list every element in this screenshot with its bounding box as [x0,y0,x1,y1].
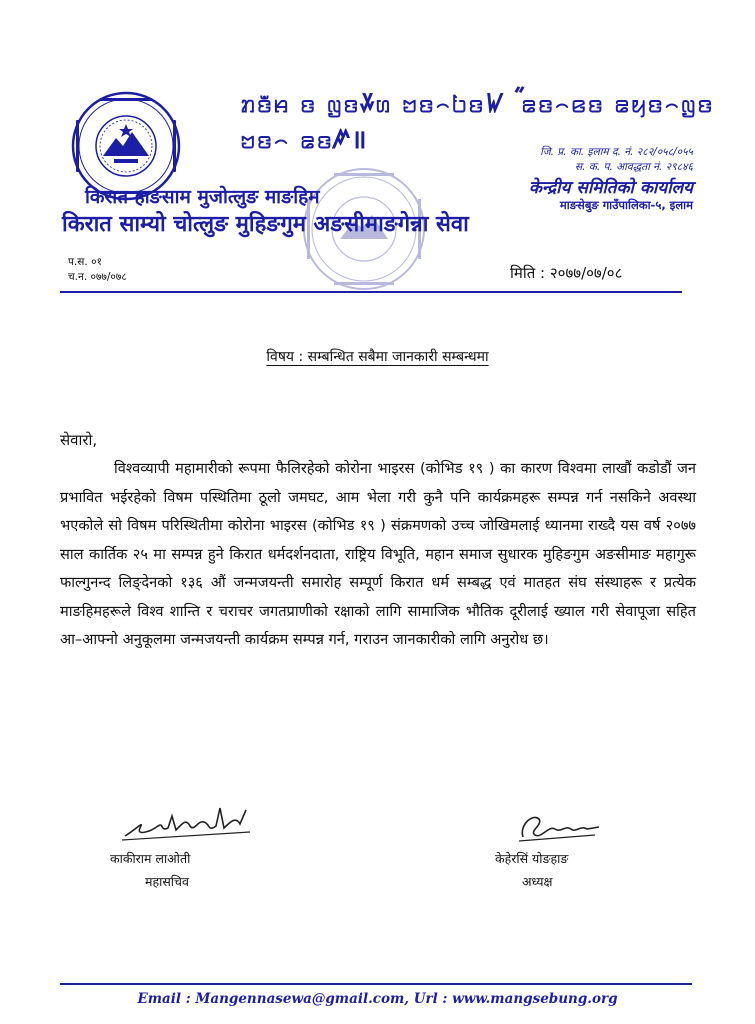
registration-number-1: जि. प्र. का. इलाम द. नं. २८२/०५८/०५५ [540,146,693,158]
reference-cn: च.न. ०७७/०७८ [68,271,127,283]
reference-ps: प.स. ०१ [68,256,102,268]
signature-chairperson [515,805,605,847]
signatory-title: अध्यक्ष [522,874,553,889]
script-title: ꤊꤢꤪꤌ ꤢ ꤜꤢꤸꤛ ꤠꤢ꤮ꤝꤢꤿ ꥐ ꤘꤢ꤮ꤕꤢ ꤘꤟꤢ꤮ꤜꤢ ꤠꤢ꤮ ꤘꤢꤺ॥ [240,89,714,155]
subject-line [0,347,755,366]
signatory-name: काकीराम लाओती [110,851,191,866]
signatory-name: केहेरसिं योङहाङ [495,851,569,866]
organization-name-line1: किरात हाङसाम मुजोत्लुङ माङहिम [85,186,320,208]
letter-body [60,455,696,655]
signatory-title: महासचिव [145,874,189,889]
letter-date: मिति : २०७७/०७/०८ [510,264,623,282]
signature-general-secretary [120,798,260,846]
salutation: सेवारो, [60,431,98,449]
subject-text: विषय : सम्बन्धित सबैमा जानकारी सम्बन्धमा [266,349,489,365]
office-address: माङसेबुङ गाउँपालिका-५, इलाम [559,198,693,212]
header-divider [60,291,682,293]
office-name: केन्द्रीय समितिको कार्यालय [528,178,693,198]
organization-name-line2: किरात साम्यो चोत्लुङ मुहिङगुम अङसीमाङगेन्ना सेवा [62,212,469,237]
footer-divider [60,983,692,985]
footer-contact: Email : Mangennasewa@gmail.com, Url : www.mangsebung.org [137,991,618,1007]
letter-body-text: विश्वव्यापी महामारीको रूपमा फैलिरहेको कोरोना भाइरस (कोभिड १९ ) का कारण विश्वमा लाखौं कडोडौं जन प्रभावित भईरहेको विषम पस्थितिमा ठूलो जमघट, आम भेला गरी कुनै पनि कार्यक्रमहरू सम्पन्न गर्न नसकिने अवस्था भएकोले सो विषम परिस्थितीमा कोरोना भाइरस (कोभिड १९ ) संक्रमणको उच्च जोखिमलाई ध्यानमा राख्दै यस वर्ष २०७७ साल कार्तिक २५ मा सम्पन्न हुने किरात धर्मदर्शनदाता, राष्ट्रिय विभूति, महान समाज सुधारक मुहिङगुम अङसीमाङ महागुरू फाल्गुनन्द लिङ्देनको १३६ औं जन्मजयन्ती समारोह सम्पूर्ण किरात धर्म सम्बद्ध एवं मातहत संघ संस्थाहरू र प्रत्येक माङहिमहरूले विश्व शान्ति र चराचर जगतप्राणीको रक्षाको लागि सामाजिक भौतिक दूरीलाई ख्याल गरी सेवापूजा सहित आ–आफ्नो अनुकूलमा जन्मजयन्ती कार्यक्रम सम्पन्न गर्न, गराउन जानकारीको लागि अनुरोध छ। [60,460,696,648]
registration-number-2: स. क. प. आवद्धता नं. २९८४६ [575,161,693,173]
